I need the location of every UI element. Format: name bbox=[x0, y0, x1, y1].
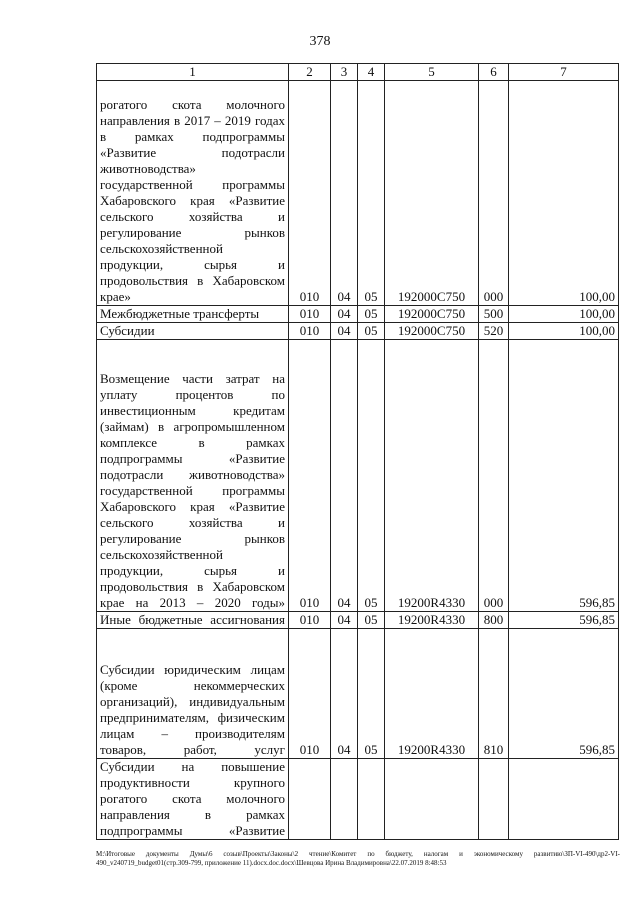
row-subsection bbox=[358, 759, 385, 840]
table-row bbox=[97, 81, 619, 306]
row-code: 010 bbox=[289, 612, 331, 629]
row-expense-type: 500 bbox=[479, 306, 509, 323]
row-amount: 100,00 bbox=[509, 306, 619, 323]
row-description: Межбюджетные трансферты bbox=[97, 306, 289, 323]
row-expense-type: 800 bbox=[479, 612, 509, 629]
row-amount: 596,85 bbox=[509, 340, 619, 612]
row-section: 04 bbox=[331, 81, 358, 306]
row-description: Субсидии на повышение продуктивности крупного рогатого скота молочного направления в рамках подпрограммы «Развитие bbox=[97, 759, 289, 840]
table-header-row bbox=[97, 64, 619, 81]
row-code: 010 bbox=[289, 323, 331, 340]
row-section: 04 bbox=[331, 340, 358, 612]
row-amount: 596,85 bbox=[509, 612, 619, 629]
table-row bbox=[97, 323, 619, 340]
row-section: 04 bbox=[331, 629, 358, 759]
table-row bbox=[97, 340, 619, 612]
row-code: 010 bbox=[289, 81, 331, 306]
row-subsection: 05 bbox=[358, 629, 385, 759]
row-expense-type: 810 bbox=[479, 629, 509, 759]
row-subsection: 05 bbox=[358, 612, 385, 629]
row-section bbox=[331, 759, 358, 840]
row-amount: 100,00 bbox=[509, 323, 619, 340]
row-section: 04 bbox=[331, 323, 358, 340]
row-code: 010 bbox=[289, 340, 331, 612]
row-target-article: 19200R4330 bbox=[385, 629, 479, 759]
row-code: 010 bbox=[289, 306, 331, 323]
header-col-2: 2 bbox=[289, 64, 331, 81]
row-expense-type: 520 bbox=[479, 323, 509, 340]
row-target-article: 19200R4330 bbox=[385, 340, 479, 612]
row-code bbox=[289, 759, 331, 840]
budget-table bbox=[96, 63, 619, 840]
header-col-3: 3 bbox=[331, 64, 358, 81]
row-description: Иные бюджетные ассигнования bbox=[97, 612, 289, 629]
file-path-footer: M:\Итоговые документы Думы\6 созыв\Проекты\Законы\2 чтение\Комитет по бюджету, налогам и экономическому развитию\ЗП-VI-490\др2-VI-490_v240719_budget01(стр.309-799, приложение 11).docx.doc.docx\Шевцова Ирина Владимировна\22.07.2019 8:48:53 bbox=[96, 850, 620, 867]
page-number: 378 bbox=[309, 34, 331, 49]
row-section: 04 bbox=[331, 306, 358, 323]
table-row bbox=[97, 629, 619, 759]
row-description: Субсидии bbox=[97, 323, 289, 340]
table-row bbox=[97, 612, 619, 629]
row-expense-type: 000 bbox=[479, 81, 509, 306]
row-code: 010 bbox=[289, 629, 331, 759]
row-target-article: 19200R4330 bbox=[385, 612, 479, 629]
header-col-5: 5 bbox=[385, 64, 479, 81]
row-subsection: 05 bbox=[358, 81, 385, 306]
row-expense-type: 000 bbox=[479, 340, 509, 612]
row-subsection: 05 bbox=[358, 323, 385, 340]
row-target-article bbox=[385, 759, 479, 840]
row-description: Субсидии юридическим лицам (кроме некоммерческих организаций), индивидуальным предпринимателям, физическим лицам – производителям товаров, работ, услуг bbox=[97, 629, 289, 759]
header-col-1: 1 bbox=[97, 64, 289, 81]
header-col-7: 7 bbox=[509, 64, 619, 81]
table-row bbox=[97, 759, 619, 840]
table-row bbox=[97, 306, 619, 323]
row-description: Возмещение части затрат на уплату процентов по инвестиционным кредитам (займам) в агропромышленном комплексе в рамках подпрограммы «Развитие подотрасли животноводства» государственной программы Хабаровского края «Развитие сельского хозяйства и регулирование рынков сельскохозяйственной продукции, сырья и продовольствия в Хабаровском крае на 2013 – 2020 годы» bbox=[97, 340, 289, 612]
row-subsection: 05 bbox=[358, 306, 385, 323]
header-col-4: 4 bbox=[358, 64, 385, 81]
row-target-article: 192000С750 bbox=[385, 81, 479, 306]
row-target-article: 192000С750 bbox=[385, 306, 479, 323]
row-section: 04 bbox=[331, 612, 358, 629]
row-description: рогатого скота молочного направления в 2017 – 2019 годах в рамках подпрограммы «Развитие подотрасли животноводства» государственной программы Хабаровского края «Развитие сельского хозяйства и регулирование рынков сельскохозяйственной продукции, сырья и продовольствия в Хабаровском крае» bbox=[97, 81, 289, 306]
row-subsection: 05 bbox=[358, 340, 385, 612]
row-amount: 100,00 bbox=[509, 81, 619, 306]
row-expense-type bbox=[479, 759, 509, 840]
row-target-article: 192000С750 bbox=[385, 323, 479, 340]
header-col-6: 6 bbox=[479, 64, 509, 81]
row-amount: 596,85 bbox=[509, 629, 619, 759]
row-amount bbox=[509, 759, 619, 840]
